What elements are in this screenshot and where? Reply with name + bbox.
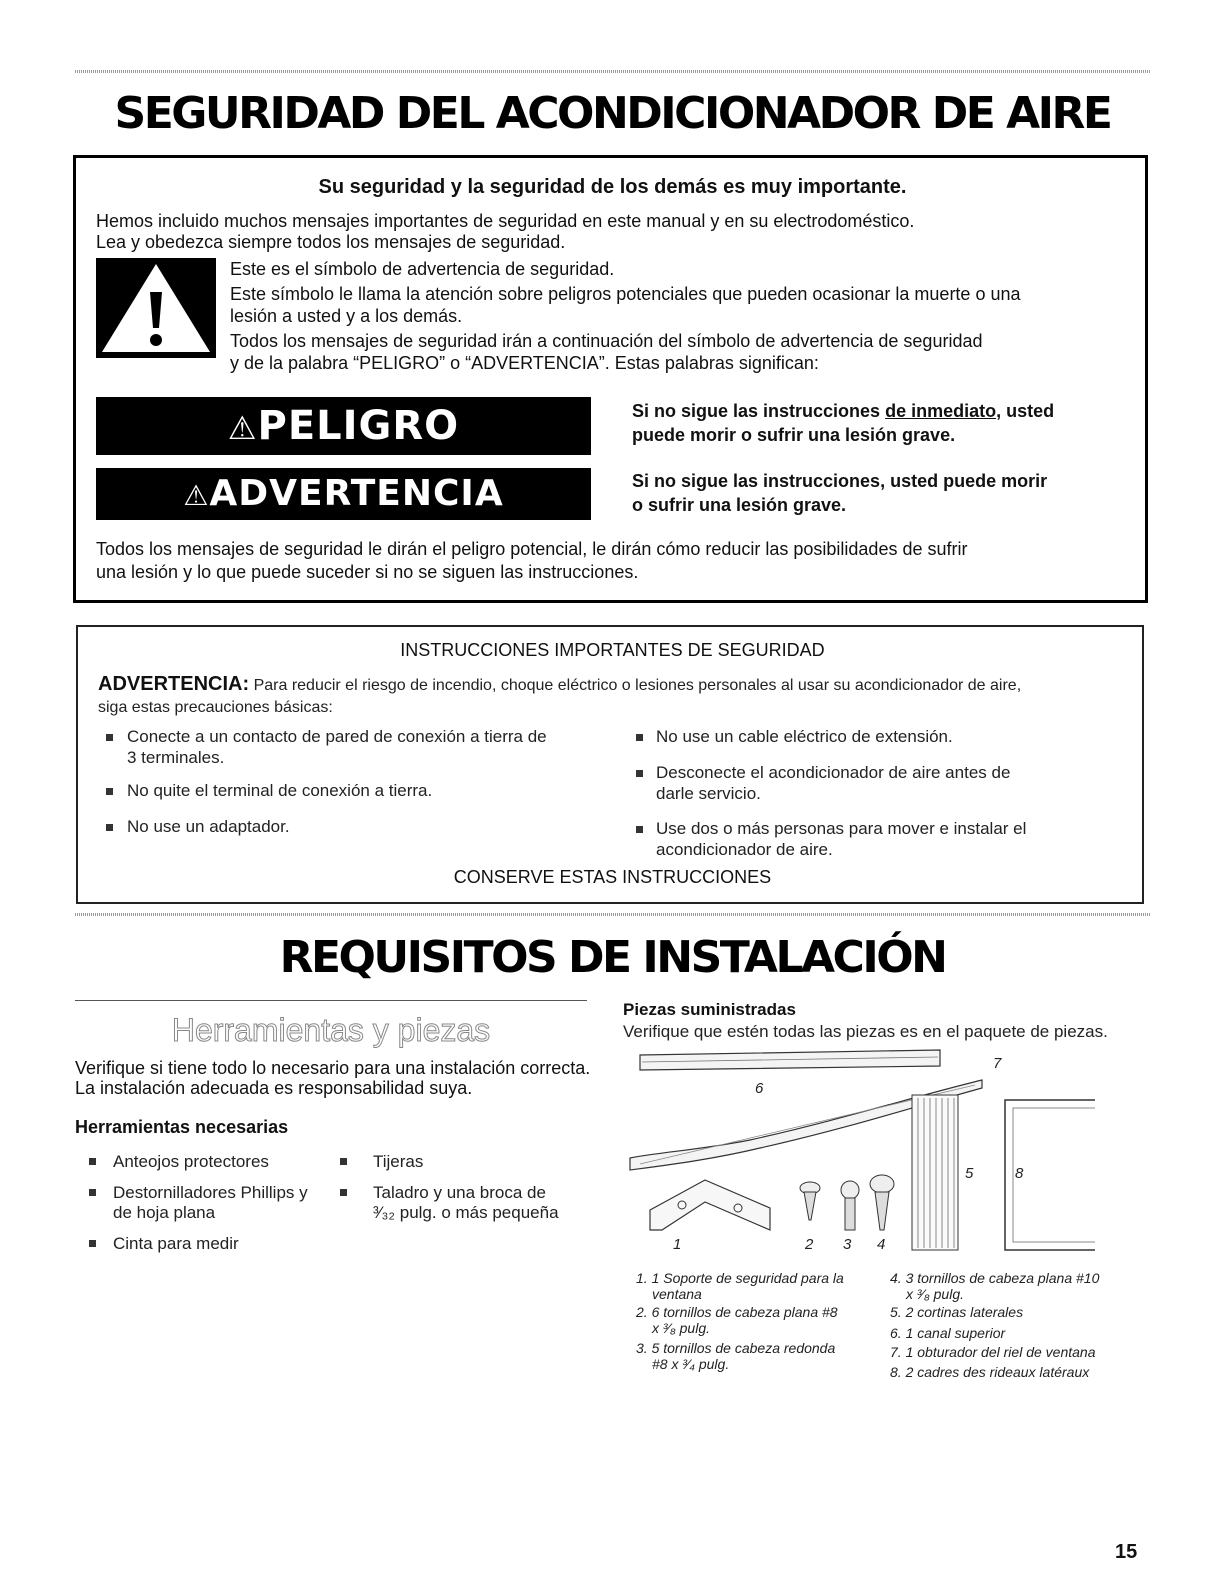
warning-label: ADVERTENCIA: bbox=[98, 673, 250, 695]
instruction-right-3-line1: Use dos o más personas para mover e instalar el bbox=[656, 819, 1027, 838]
bullet-icon bbox=[636, 770, 643, 777]
warning-text-2: siga estas precauciones básicas: bbox=[98, 699, 333, 716]
advertencia-text-2: o sufrir una lesión grave. bbox=[632, 495, 847, 515]
instruction-right-2-line1: Desconecte el acondicionador de aire antes de bbox=[656, 763, 1011, 782]
caption-4-line2: x ³⁄₈ pulg. bbox=[906, 1286, 965, 1302]
subtitle-rule bbox=[75, 1000, 587, 1001]
window-bracket-icon bbox=[650, 1180, 770, 1230]
part-number-5: 5 bbox=[965, 1165, 974, 1182]
instruction-right-2-line2: darle servicio. bbox=[656, 784, 761, 803]
caption-1-line1: 1. 1 Soporte de seguridad para la bbox=[636, 1270, 844, 1286]
symbol-text-4: Todos los mensajes de seguridad irán a continuación del símbolo de advertencia de seguridad bbox=[230, 331, 983, 351]
bullet-icon bbox=[89, 1158, 96, 1165]
safety-heading: Su seguridad y la seguridad de los demás es muy importante. bbox=[318, 176, 907, 198]
tool-item-4: Tijeras bbox=[373, 1152, 424, 1171]
safety-alert-symbol bbox=[96, 258, 216, 358]
bullet-icon bbox=[89, 1189, 96, 1196]
part-number-6: 6 bbox=[755, 1080, 764, 1097]
part-number-3: 3 bbox=[843, 1236, 852, 1253]
part-number-8: 8 bbox=[1015, 1165, 1024, 1182]
safety-intro-2: Lea y obedezca siempre todos los mensajes de seguridad. bbox=[96, 232, 566, 252]
top-channel-icon bbox=[640, 1050, 940, 1070]
tool-item-5-line2: ³⁄₃₂ pulg. o más pequeña bbox=[373, 1203, 559, 1222]
screw-icon bbox=[841, 1181, 859, 1230]
bullet-icon bbox=[636, 826, 643, 833]
top-divider bbox=[75, 70, 1150, 73]
peligro-banner bbox=[96, 397, 591, 455]
advertencia-text-1: Si no sigue las instrucciones, usted puede morir bbox=[632, 471, 1048, 491]
tool-item-1: Anteojos protectores bbox=[113, 1152, 269, 1171]
tool-item-3: Cinta para medir bbox=[113, 1234, 239, 1253]
instructions-footer: CONSERVE ESTAS INSTRUCCIONES bbox=[453, 867, 772, 887]
caption-7: 7. 1 obturador del riel de ventana bbox=[890, 1344, 1096, 1360]
bullet-icon bbox=[106, 734, 113, 741]
safety-footer-2: una lesión y lo que puede suceder si no se siguen las instrucciones. bbox=[96, 562, 639, 582]
peligro-label: PELIGRO bbox=[257, 403, 460, 449]
advertencia-banner bbox=[96, 468, 591, 520]
install-intro-1: Verifique si tiene todo lo necesario para una instalación correcta. bbox=[75, 1058, 591, 1078]
safety-intro-1: Hemos incluido muchos mensajes importantes de seguridad en este manual y en su electrodoméstico. bbox=[96, 211, 915, 231]
instruction-right-3-line2: acondicionador de aire. bbox=[656, 840, 833, 859]
caption-1-line2: ventana bbox=[652, 1286, 702, 1302]
warning-triangle-icon: ⚠ bbox=[183, 479, 210, 512]
screw-icon bbox=[800, 1182, 820, 1220]
instruction-left-1-line2: 3 terminales. bbox=[127, 748, 225, 767]
section-divider bbox=[75, 913, 1150, 916]
safety-footer-1: Todos los mensajes de seguridad le dirán el peligro potencial, le dirán cómo reducir las posibilidades de sufrir bbox=[96, 539, 968, 559]
install-intro-2: La instalación adecuada es responsabilidad suya. bbox=[75, 1078, 473, 1098]
symbol-text-3: lesión a usted y a los demás. bbox=[230, 306, 463, 326]
bullet-icon bbox=[89, 1240, 96, 1247]
instruction-left-3: No use un adaptador. bbox=[127, 817, 290, 836]
tool-item-2-line2: de hoja plana bbox=[113, 1203, 216, 1222]
bullet-icon bbox=[106, 824, 113, 831]
symbol-text-5: y de la palabra “PELIGRO” o “ADVERTENCIA”. Estas palabras significan: bbox=[230, 353, 819, 373]
instructions-warning bbox=[98, 673, 1021, 696]
caption-3-line1: 3. 5 tornillos de cabeza redonda bbox=[636, 1340, 836, 1356]
bullet-icon bbox=[340, 1158, 347, 1165]
tool-item-5-line1: Taladro y una broca de bbox=[373, 1183, 546, 1202]
page-number: 15 bbox=[1115, 1541, 1138, 1563]
peligro-text-2: puede morir o sufrir una lesión grave. bbox=[632, 425, 956, 445]
caption-8: 8. 2 cadres des rideaux latéraux bbox=[890, 1364, 1090, 1380]
parts-illustration bbox=[620, 1040, 1110, 1260]
bullet-icon bbox=[340, 1189, 347, 1196]
part-number-7: 7 bbox=[993, 1055, 1002, 1072]
warning-triangle-icon: ⚠ bbox=[227, 409, 258, 447]
caption-6: 6. 1 canal superior bbox=[890, 1325, 1006, 1341]
part-number-1: 1 bbox=[673, 1236, 682, 1253]
advertencia-label: ADVERTENCIA bbox=[209, 473, 504, 514]
instruction-left-2: No quite el terminal de conexión a tierra. bbox=[127, 781, 433, 800]
side-curtain-icon bbox=[912, 1095, 958, 1250]
instruction-right-1: No use un cable eléctrico de extensión. bbox=[656, 727, 953, 746]
symbol-text-2: Este símbolo le llama la atención sobre peligros potenciales que pueden ocasionar la muerte o una bbox=[230, 284, 1021, 304]
symbol-text-1: Este es el símbolo de advertencia de seguridad. bbox=[230, 259, 615, 279]
screw-icon bbox=[870, 1175, 894, 1230]
install-title: REQUISITOS DE INSTALACIÓN bbox=[279, 932, 946, 983]
install-subtitle: Herramientas y piezas bbox=[171, 1012, 491, 1048]
caption-4-line1: 4. 3 tornillos de cabeza plana #10 bbox=[890, 1270, 1100, 1286]
bullet-icon bbox=[636, 734, 643, 741]
parts-heading: Piezas suministradas bbox=[623, 1000, 796, 1019]
instruction-left-1-line1: Conecte a un contacto de pared de conexión a tierra de bbox=[127, 727, 547, 746]
bullet-icon bbox=[106, 788, 113, 795]
warning-triangle-icon bbox=[96, 258, 216, 358]
tool-item-2-line1: Destornilladores Phillips y bbox=[113, 1183, 308, 1202]
part-number-4: 4 bbox=[877, 1236, 886, 1253]
warning-text-1: Para reducir el riesgo de incendio, choque eléctrico o lesiones personales al usar su acondicionador de aire, bbox=[253, 677, 1022, 694]
part-number-2: 2 bbox=[805, 1236, 814, 1253]
caption-2-line1: 2. 6 tornillos de cabeza plana #8 bbox=[636, 1304, 838, 1320]
instructions-heading: INSTRUCCIONES IMPORTANTES DE SEGURIDAD bbox=[400, 640, 825, 660]
caption-3-line2: #8 x ³⁄₄ pulg. bbox=[652, 1356, 730, 1372]
peligro-text-1: Si no sigue las instrucciones de inmediato, usted bbox=[632, 401, 1055, 421]
caption-2-line2: x ³⁄₈ pulg. bbox=[652, 1320, 711, 1336]
tools-heading: Herramientas necesarias bbox=[75, 1117, 289, 1137]
caption-5: 5. 2 cortinas laterales bbox=[890, 1304, 1024, 1320]
parts-intro: Verifique que estén todas las piezas es en el paquete de piezas. bbox=[623, 1022, 1108, 1041]
safety-title: SEGURIDAD DEL ACONDICIONADOR DE AIRE bbox=[114, 88, 1111, 139]
